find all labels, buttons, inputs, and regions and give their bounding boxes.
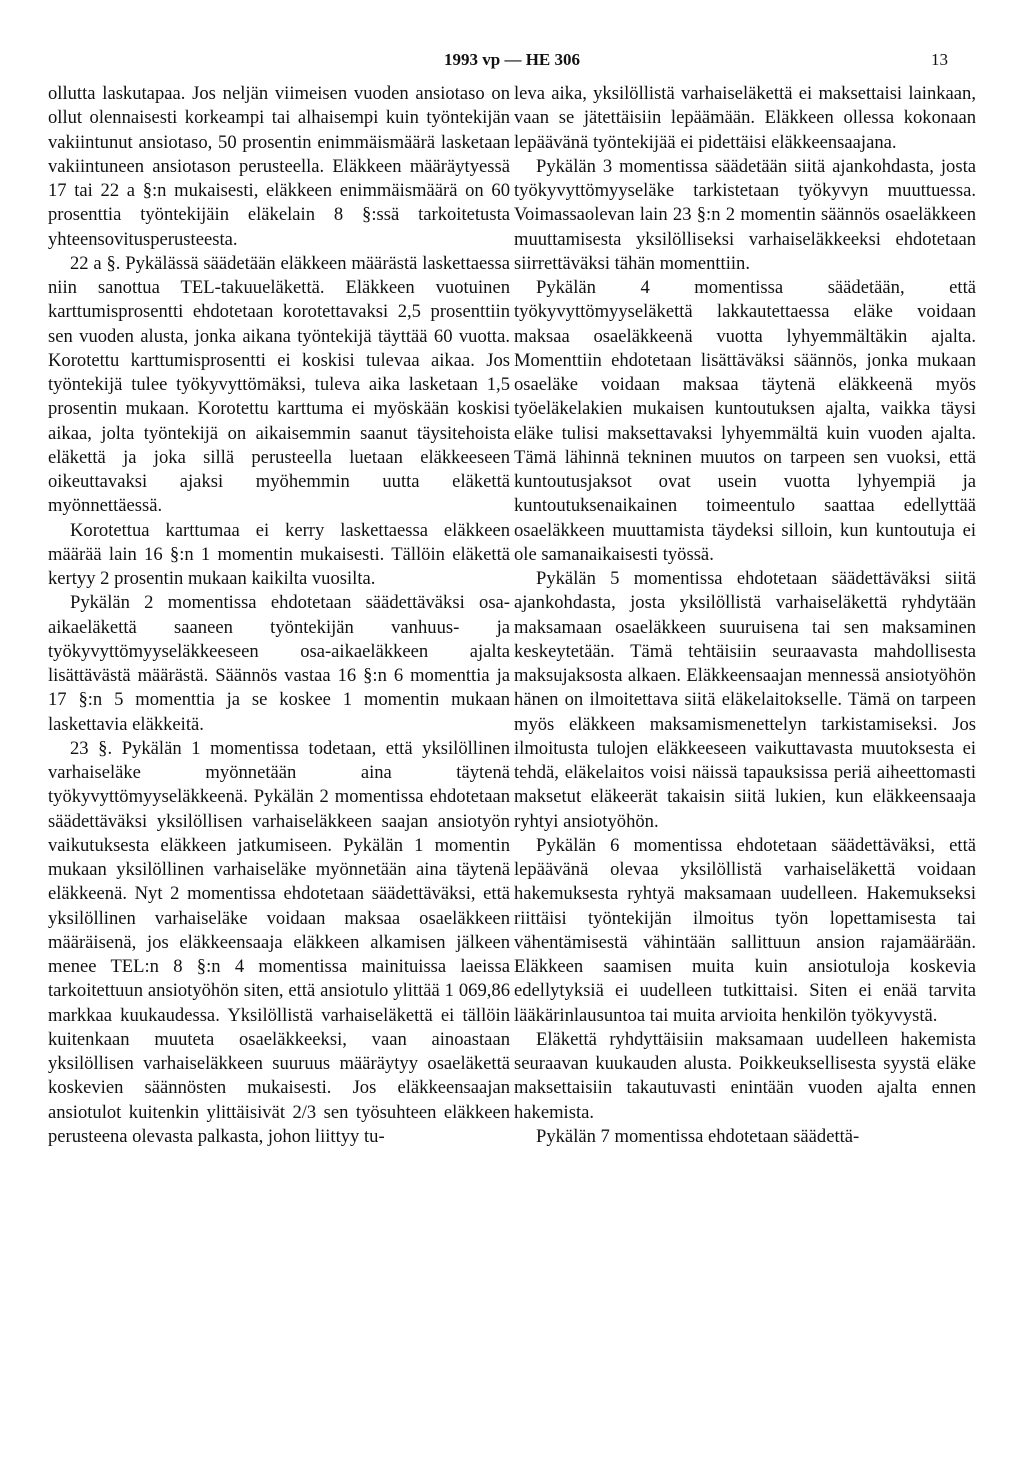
paragraph: 23 §. Pykälän 1 momentissa todetaan, että yksilöllinen varhaiseläke myönnetään aina täytenä työkyvyttömyyseläkkeenä. Pykälän 2 momentissa ehdotetaan säädettäväksi yksilöllisen varhaiseläkkeen saajan ansiotyön vaikutuksesta eläkkeen jatkumiseen. Pykälän 1 momentin mukaan yksilöllinen varhaiseläke myönnetään aina täytenä eläkkeenä. Nyt 2 momentissa ehdotetaan säädettäväksi, että yksilöllinen varhaiseläke voidaan maksaa osaeläkkeen määräisenä, jos eläkkeensaaja eläkkeen alkamisen jälkeen menee TEL:n 8 §:n 4 momentissa mainituissa laeissa tarkoitettuun ansiotyöhön siten, että ansiotulo ylittää 1 069,86 markkaa kuukaudessa. Yksilöllistä varhaiseläkettä ei tällöin kuitenkaan muuteta osaeläkkeeksi, vaan ainoastaan yksilöllisen varhaiseläkkeen suuruus määräytyy osaeläkettä koskevien säännösten mukaisesti. Jos eläkkeensaajan ansiotulot kuitenkin ylittäisivät 2/3 sen työsuhteen eläkkeen perusteena olevasta palkasta, johon liittyy tu- xyxy=(48,737,510,1147)
paragraph: Pykälän 6 momentissa ehdotetaan säädettäväksi, että lepäävänä olevaa yksilöllistä varhaiseläkettä voidaan hakemuksesta ryhtyä maksamaan uudelleen. Hakemukseksi riittäisi työntekijän ilmoitus työn lopettamisesta tai vähentämisestä vähintään sallittuun ansion rajamäärään. Eläkkeen saamisen muita kuin ansiotuloja koskevia edellytyksiä ei uudelleen tutkittaisi. Siten ei enää tarvita lääkärinlausuntoa tai muita arvioita henkilön työkyvystä. xyxy=(514,834,976,1026)
paragraph: Pykälän 7 momentissa ehdotetaan säädettä- xyxy=(536,1125,860,1147)
paragraph: Eläkettä ryhdyttäisiin maksamaan uudelleen hakemista seuraavan kuukauden alusta. Poikkeuksellisesta syystä eläke maksettaisiin takautuvasti enintään vuoden ajalta ennen hakemista. xyxy=(514,1028,976,1123)
paragraph: Pykälän 5 momentissa ehdotetaan säädettäväksi siitä ajankohdasta, josta yksilöllistä varhaiseläkettä ryhdytään maksamaan osaeläkkeen suuruisena tai sen maksaminen keskeytetään. Tämä tehtäisiin seuraavasta mahdollisesta maksujaksosta alkaen. Eläkkeensaajan mennessä ansiotyöhön hänen on ilmoitettava siitä eläkelaitokselle. Tämä on tarpeen myös eläkkeen maksamismenettelyn tarkistamiseksi. Jos ilmoitusta tulojen eläkkeeseen vaikuttavasta muutoksesta ei tehdä, eläkelaitos voisi näissä tapauksissa periä aiheettomasti maksetut eläkeerät takaisin siitä lukien, kun eläkkeensaaja ryhtyi ansiotyöhön. xyxy=(514,568,976,832)
paragraph: leva aika, yksilöllistä varhaiseläkettä ei maksettaisi lainkaan, vaan se jätettäisiin lepäämään. Eläkkeen ollessa kokonaan lepäävänä työntekijää ei pidettäisi eläkkeensaajana. xyxy=(514,83,976,153)
paragraph: ollutta laskutapaa. Jos neljän viimeisen vuoden ansiotaso on ollut olennaisesti korkeampi tai alhaisempi kuin työntekijän vakiintunut ansiotaso, 50 prosentin enimmäismäärä lasketaan vakiintuneen ansiotason perusteella. Eläkkeen määräytyessä 17 tai 22 a §:n mukaisesti, eläkkeen enimmäismäärä on 60 prosenttia työntekijäin eläkelain 8 §:ssä tarkoitetusta yhteensovitusperusteesta. xyxy=(48,83,510,250)
paragraph: Pykälän 4 momentissa säädetään, että työkyvyttömyyseläkettä lakkautettaessa eläke voidaan maksaa osaeläkkeenä vuotta lyhyemmältäkin ajalta. Momenttiin ehdotetaan lisättäväksi säännös, jonka mukaan osaeläke voidaan maksaa täytenä eläkkeenä myös työeläkelakien mukaisen kuntoutuksen ajalta, vaikka täysi eläke tulisi maksettavaksi lyhyemmältä kuin vuoden ajalta. Tämä lähinnä tekninen muutos on tarpeen sen vuoksi, että kuntoutusjaksot ovat usein vuotta lyhyempiä ja kuntoutuksenaikainen toimeentulo saattaa edellyttää osaeläkkeen muuttamista täydeksi silloin, kun kuntoutuja ei ole samanaikaisesti työssä. xyxy=(514,277,976,565)
paragraph: 22 a §. Pykälässä säädetään eläkkeen määrästä laskettaessa niin sanottua TEL-takuueläkettä. Eläkkeen vuotuinen karttumisprosentti ehdotetaan korotettavaksi 2,5 prosenttiin sen vuoden alusta, jonka aikana työntekijä täyttää 60 vuotta. Korotettu karttumisprosentti ei koskisi tulevaa aikaa. Jos työntekijä tulee työkyvyttömäksi, tuleva aika lasketaan 1,5 prosentin mukaan. Korotettu karttuma ei myöskään koskisi aikaa, jolta työntekijä on aikaisemmin saanut täysitehoista eläkettä ja joka sillä perusteella luetaan eläkkeeseen oikeuttavaksi ajaksi myöhemmin uutta eläkettä myönnettäessä. xyxy=(48,252,510,517)
paragraph: Pykälän 3 momentissa säädetään siitä ajankohdasta, josta työkyvyttömyyseläke tarkistetaan työkyvyn muuttuessa. Voimassaolevan lain 23 §:n 2 momentin säännös osaeläkkeen muuttamisesta yksilölliseksi varhaiseläkkeeksi ehdotetaan siirrettäväksi tähän momenttiin. xyxy=(514,155,976,274)
right-column xyxy=(514,82,976,1149)
left-column xyxy=(48,82,510,1149)
paragraph: Korotettua karttumaa ei kerry laskettaessa eläkkeen määrää lain 16 §:n 1 momentin mukaisesti. Tällöin eläkettä kertyy 2 prosentin mukaan kaikilta vuosilta. xyxy=(48,519,510,589)
running-title: 1993 vp — HE 306 xyxy=(443,50,581,69)
page-header xyxy=(0,48,1024,78)
paragraph: Pykälän 2 momentissa ehdotetaan säädettäväksi osa-aikaeläkettä saaneen työntekijän vanhuus- ja työkyvyttömyyseläkkeeseen osa-aikaeläkkeen ajalta lisättävästä määrästä. Säännös vastaa 16 §:n 6 momenttia ja 17 §:n 5 momenttia ja se koskee 1 momentin mukaan laskettavia eläkkeitä. xyxy=(48,592,510,735)
page-number: 13 xyxy=(931,50,948,69)
